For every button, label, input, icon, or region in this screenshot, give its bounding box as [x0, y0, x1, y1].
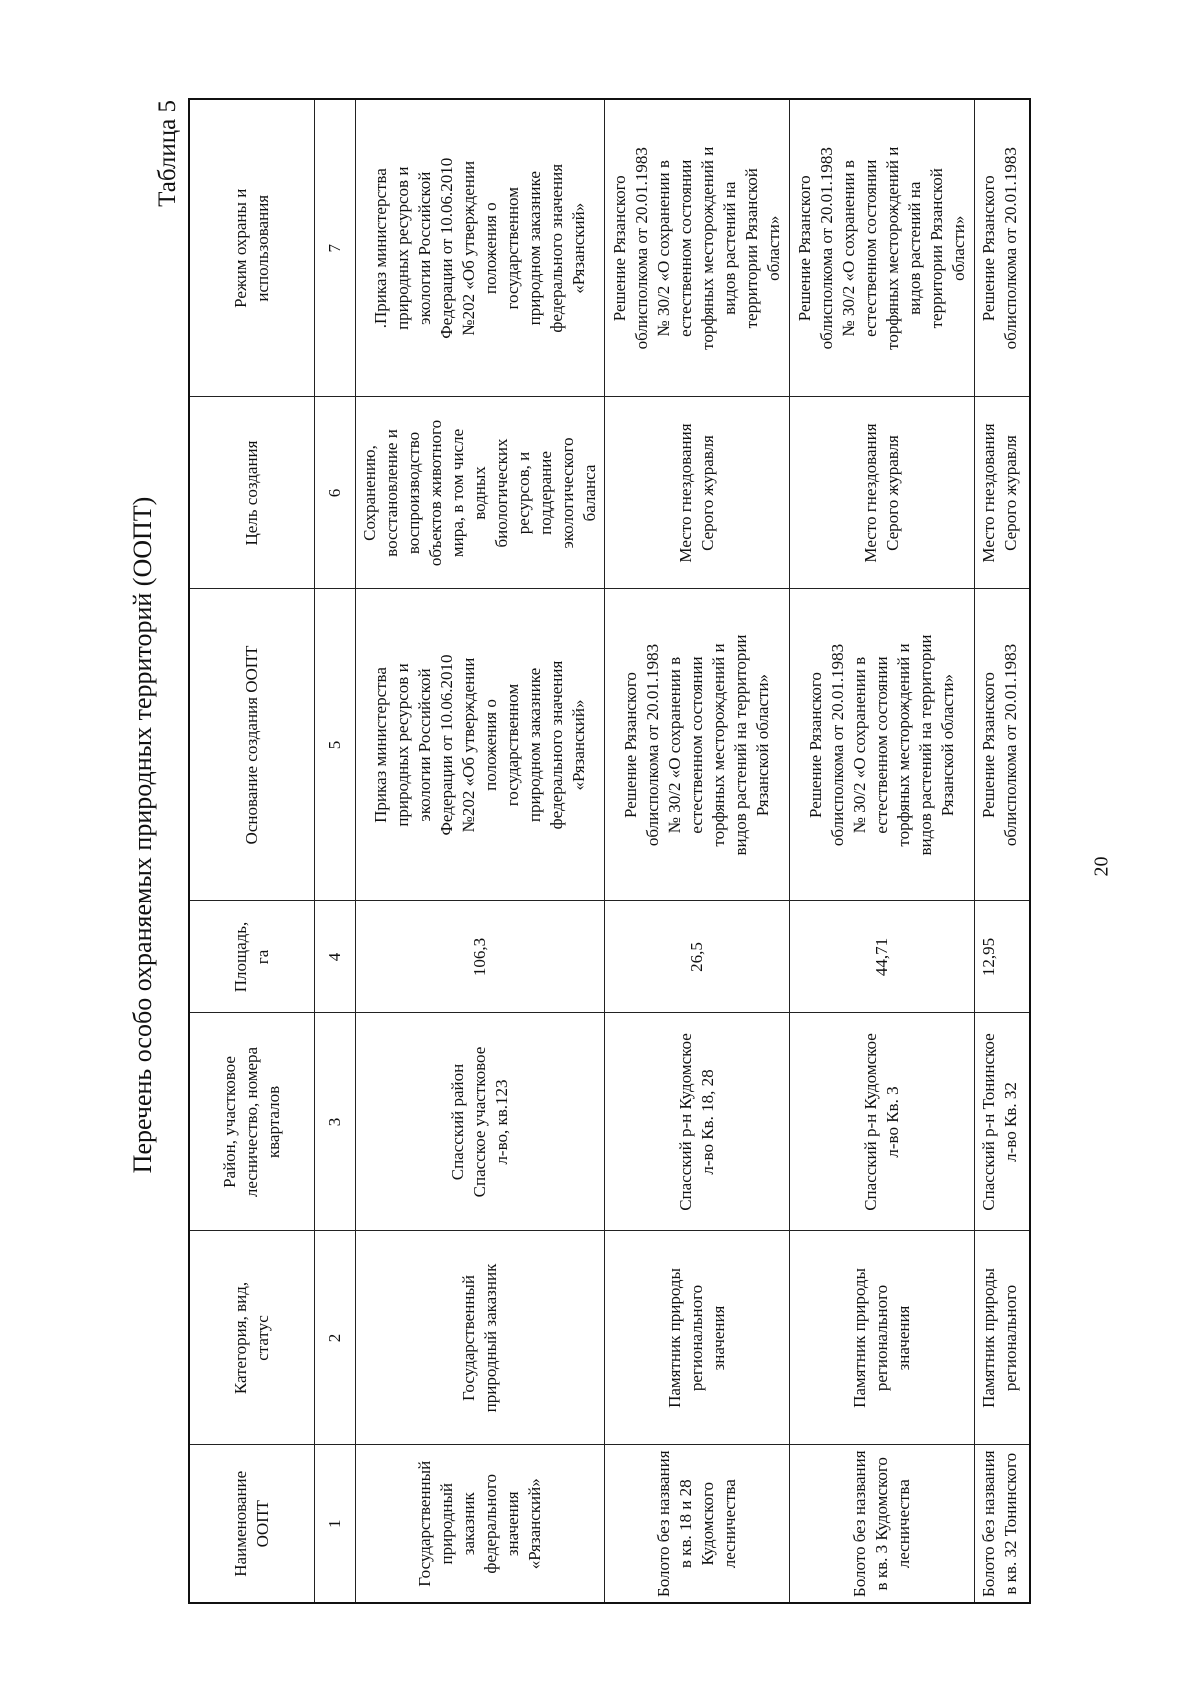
header-cell: Район, участковое лесничество, номера кварталов — [189, 1013, 315, 1231]
oopt-name-cell: Болото без названия в кв. 18 и 28 Кудомского лесничества — [605, 1445, 790, 1603]
column-number: 2 — [315, 1231, 356, 1445]
header-cell: Категория, вид, статус — [189, 1231, 315, 1445]
table-row — [605, 99, 790, 1603]
basis-cell: Решение Рязанского облисполкома от 20.01.1983 — [975, 589, 1031, 901]
column-number: 5 — [315, 589, 356, 901]
regime-cell: Решение Рязанского облисполкома от 20.01.1983 № 30/2 «О сохранении в естественном состоянии торфяных месторождений и видов растений на территории Рязанской области» — [605, 99, 790, 397]
basis-cell: Приказ министерства природных ресурсов и экологии Российской Федерации от 10.06.2010 №202 «Об утверждении положения о государственном природном заказнике федерального значения «Рязанский» — [356, 589, 605, 901]
location-cell: Спасский р-н Тонинское л-во Кв. 32 — [975, 1013, 1031, 1231]
table-header-row — [189, 99, 315, 1603]
table-row — [975, 99, 1031, 1603]
column-number: 1 — [315, 1445, 356, 1603]
table-row — [356, 99, 605, 1603]
location-cell: Спасский р-н Кудомское л-во Кв. 3 — [790, 1013, 975, 1231]
location-cell: Спасский район Спасское участковое л-во, кв.123 — [356, 1013, 605, 1231]
area-cell: 26,5 — [605, 901, 790, 1013]
category-cell: Памятник природы регионального значения — [605, 1231, 790, 1445]
basis-cell: Решение Рязанского облисполкома от 20.01.1983 № 30/2 «О сохранении в естественном состоянии торфяных месторождений и видов растений на территории Рязанской области» — [790, 589, 975, 901]
purpose-cell: Место гнездования Серого журавля — [605, 397, 790, 589]
column-number: 6 — [315, 397, 356, 589]
regime-cell: Решение Рязанского облисполкома от 20.01.1983 — [975, 99, 1031, 397]
basis-cell: Решение Рязанского облисполкома от 20.01.1983 № 30/2 «О сохранении в естественном состоянии торфяных месторождений и видов растений на территории Рязанской области» — [605, 589, 790, 901]
header-cell: Площадь, га — [189, 901, 315, 1013]
regime-cell: .Приказ министерства природных ресурсов и экологии Российской Федерации от 10.06.2010 №202 «Об утверждении положения о государственном природном заказнике федерального значения «Рязанский» — [356, 99, 605, 397]
oopt-name-cell: Болото без названия в кв. 3 Кудомского лесничества — [790, 1445, 975, 1603]
area-cell: 12,95 — [975, 901, 1031, 1013]
purpose-cell: Место гнездования Серого журавля — [975, 397, 1031, 589]
area-cell: 106,3 — [356, 901, 605, 1013]
category-cell: Государственный природный заказник — [356, 1231, 605, 1445]
purpose-cell: Место гнездования Серого журавля — [790, 397, 975, 589]
area-cell: 44,71 — [790, 901, 975, 1013]
column-number: 4 — [315, 901, 356, 1013]
location-cell: Спасский р-н Кудомское л-во Кв. 18, 28 — [605, 1013, 790, 1231]
header-cell: Наименование ООПТ — [189, 1445, 315, 1603]
document-title: Перечень особо охраняемых природных территорий (ООПТ) — [128, 496, 157, 1174]
oopt-table — [188, 98, 1031, 1604]
header-cell: Режим охраны и использования — [189, 99, 315, 397]
table-row — [790, 99, 975, 1603]
column-number: 3 — [315, 1013, 356, 1231]
category-cell: Памятник природы регионального — [975, 1231, 1031, 1445]
category-cell: Памятник природы регионального значения — [790, 1231, 975, 1445]
page-number: 20 — [1090, 856, 1113, 877]
regime-cell: Решение Рязанского облисполкома от 20.01.1983 № 30/2 «О сохранении в естественном состоянии торфяных месторождений и видов растений на территории Рязанской области» — [790, 99, 975, 397]
oopt-name-cell: Болото без названия в кв. 32 Тонинского — [975, 1445, 1031, 1603]
header-cell: Цель создания — [189, 397, 315, 589]
table-label: Таблица 5 — [154, 100, 181, 207]
header-cell: Основание создания ООПТ — [189, 589, 315, 901]
column-number-row — [315, 99, 356, 1603]
rotated-landscape-page — [120, 80, 1120, 1640]
column-number: 7 — [315, 99, 356, 397]
purpose-cell: Сохранению, восстановление и воспроизводство объектов животного мира, в том числе водных биологических ресурсов, и поддерание экологического баланса — [356, 397, 605, 589]
oopt-name-cell: Государственный природный заказник федерального значения «Рязанский» — [356, 1445, 605, 1603]
